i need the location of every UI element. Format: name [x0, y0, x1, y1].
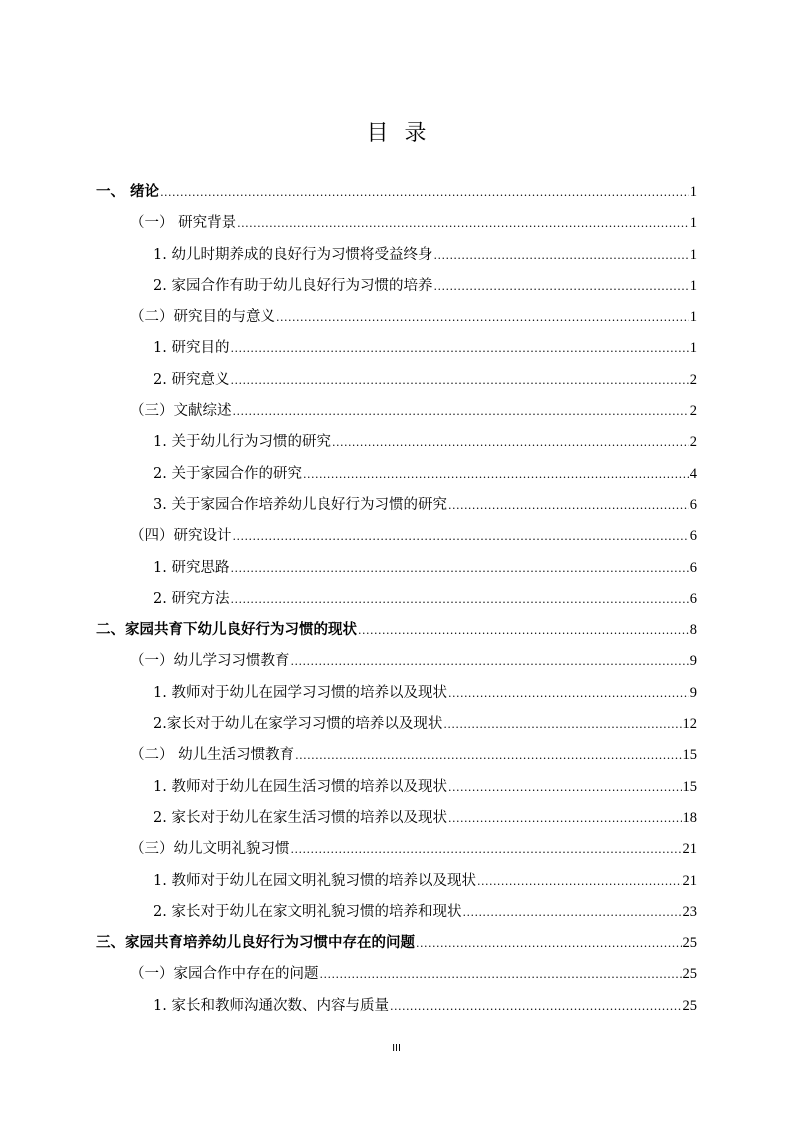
- toc-entry-page: 6: [689, 590, 697, 607]
- toc-entry-label: （二）研究目的与意义: [130, 309, 275, 326]
- dot-leader: [448, 687, 689, 700]
- toc-entry-label: 2. 家长对于幼儿在家生活习惯的培养以及现状: [153, 809, 447, 826]
- toc-entry-label: 2. 研究方法: [153, 590, 230, 607]
- toc-entry-page: 25: [682, 935, 697, 952]
- toc-entry-page: 25: [682, 966, 697, 983]
- dot-leader: [416, 937, 682, 950]
- toc-entry[interactable]: [96, 243, 697, 274]
- toc-entry-label: （二） 幼儿生活习惯教育: [130, 747, 295, 764]
- toc-entry-label: 二、家园共育下幼儿良好行为习惯的现状: [96, 622, 357, 639]
- toc-entry-label: 2. 家园合作有助于幼儿良好行为习惯的培养: [153, 277, 433, 294]
- toc-entry-page: 12: [682, 716, 697, 733]
- toc-entry-page: 1: [689, 340, 697, 357]
- toc-entry-page: 9: [689, 653, 697, 670]
- toc-entry[interactable]: [96, 649, 697, 680]
- toc-entry-label: （一）家园合作中存在的问题: [130, 966, 319, 983]
- toc-entry-page: 1: [689, 309, 697, 326]
- toc-entry-page: 2: [689, 371, 697, 388]
- dot-leader: [332, 436, 689, 449]
- toc-entry[interactable]: [96, 524, 697, 555]
- toc-entry[interactable]: [96, 462, 697, 493]
- dot-leader: [433, 249, 688, 262]
- dot-leader: [448, 781, 682, 794]
- toc-entry-page: 1: [689, 246, 697, 263]
- toc-entry-page: 6: [689, 496, 697, 513]
- toc-entry[interactable]: [96, 712, 697, 743]
- dot-leader: [276, 311, 689, 324]
- dot-leader: [448, 499, 689, 512]
- toc-entry-page: 2: [689, 403, 697, 420]
- dot-leader: [230, 593, 688, 606]
- dot-leader: [160, 186, 689, 199]
- toc-entry-label: 1. 教师对于幼儿在园学习习惯的培养以及现状: [153, 684, 447, 701]
- dot-leader: [320, 968, 682, 981]
- toc-entry-label: （一）幼儿学习习惯教育: [130, 653, 290, 670]
- toc-entry-label: 1. 家长和教师沟通次数、内容与质量: [153, 997, 389, 1014]
- toc-entry[interactable]: [96, 556, 697, 587]
- dot-leader: [433, 280, 688, 293]
- toc-entry-label: 3. 关于家园合作培养幼儿良好行为习惯的研究: [153, 496, 447, 513]
- toc-entry-label: （一） 研究背景: [130, 215, 237, 232]
- dot-leader: [390, 1000, 682, 1013]
- toc-entry-page: 2: [689, 434, 697, 451]
- dot-leader: [443, 718, 681, 731]
- toc-entry[interactable]: [96, 430, 697, 461]
- toc-entry-page: 1: [689, 277, 697, 294]
- toc-entry[interactable]: [96, 900, 697, 931]
- toc-entry-label: 2. 关于家园合作的研究: [153, 465, 302, 482]
- dot-leader: [358, 624, 689, 637]
- toc-entry[interactable]: [96, 274, 697, 305]
- toc-entry[interactable]: [96, 806, 697, 837]
- toc-entry-page: 8: [689, 622, 697, 639]
- toc-entry-label: 1. 研究思路: [153, 559, 230, 576]
- toc-title: 目录: [366, 120, 443, 146]
- toc-entry-page: 21: [682, 872, 697, 889]
- toc-entry-label: （四）研究设计: [130, 528, 232, 545]
- toc-entry-page: 6: [689, 559, 697, 576]
- toc-entry-label: 2.家长对于幼儿在家学习习惯的培养以及现状: [153, 716, 443, 733]
- toc-entry-page: 1: [689, 184, 697, 200]
- toc-entry-page: 21: [682, 841, 697, 858]
- toc-entry-label: 1. 教师对于幼儿在园生活习惯的培养以及现状: [153, 778, 447, 795]
- toc-entry[interactable]: [96, 305, 697, 336]
- toc-entry-label: 1. 幼儿时期养成的良好行为习惯将受益终身: [153, 246, 433, 263]
- toc-entry-page: 15: [682, 747, 697, 764]
- toc-entry-page: 4: [689, 465, 697, 482]
- toc-entry[interactable]: [96, 994, 697, 1025]
- dot-leader: [295, 749, 681, 762]
- toc-entry[interactable]: [96, 962, 697, 993]
- dot-leader: [230, 342, 688, 355]
- dot-leader: [477, 875, 682, 888]
- toc-entry[interactable]: [96, 931, 697, 962]
- toc-entry-page: 6: [689, 528, 697, 545]
- toc-entry[interactable]: [96, 493, 697, 524]
- toc-entry-label: 2. 家长对于幼儿在家文明礼貌习惯的培养和现状: [153, 903, 462, 920]
- toc-entry[interactable]: [96, 368, 697, 399]
- toc-entry[interactable]: [96, 743, 697, 774]
- dot-leader: [462, 906, 681, 919]
- toc-entry-label: 2. 研究意义: [153, 371, 230, 388]
- dot-leader: [230, 562, 688, 575]
- page-number: III: [392, 1043, 401, 1054]
- dot-leader: [303, 468, 689, 481]
- toc-entry-page: 15: [682, 778, 697, 795]
- toc-entry-label: 1. 教师对于幼儿在园文明礼貌习惯的培养以及现状: [153, 872, 476, 889]
- toc-entry[interactable]: [96, 869, 697, 900]
- toc-entry-label: 一、 绪论: [96, 184, 160, 200]
- toc-entry-page: 25: [682, 997, 697, 1014]
- toc-entry[interactable]: [96, 587, 697, 618]
- toc-entry[interactable]: [96, 211, 697, 242]
- toc-entry-page: 23: [682, 903, 697, 920]
- toc-entry[interactable]: [96, 399, 697, 430]
- toc-entry[interactable]: [96, 775, 697, 806]
- dot-leader: [230, 374, 688, 387]
- toc-entry[interactable]: [96, 618, 697, 649]
- toc-entry-page: 9: [689, 684, 697, 701]
- dot-leader: [291, 843, 682, 856]
- toc-entry-label: 三、家园共育培养幼儿良好行为习惯中存在的问题: [96, 935, 415, 952]
- toc-entry[interactable]: [96, 180, 697, 211]
- toc-entry-page: 1: [689, 215, 697, 232]
- table-of-contents: [96, 180, 697, 1025]
- toc-entry[interactable]: [96, 837, 697, 868]
- dot-leader: [448, 812, 682, 825]
- toc-entry[interactable]: [96, 681, 697, 712]
- toc-entry-page: 18: [682, 809, 697, 826]
- toc-entry-label: 1. 关于幼儿行为习惯的研究: [153, 434, 331, 451]
- dot-leader: [233, 405, 689, 418]
- toc-entry-label: （三）文献综述: [130, 403, 232, 420]
- toc-entry[interactable]: [96, 336, 697, 367]
- toc-entry-label: 1. 研究目的: [153, 340, 230, 357]
- dot-leader: [291, 655, 689, 668]
- dot-leader: [233, 530, 689, 543]
- dot-leader: [237, 217, 689, 230]
- toc-entry-label: （三）幼儿文明礼貌习惯: [130, 841, 290, 858]
